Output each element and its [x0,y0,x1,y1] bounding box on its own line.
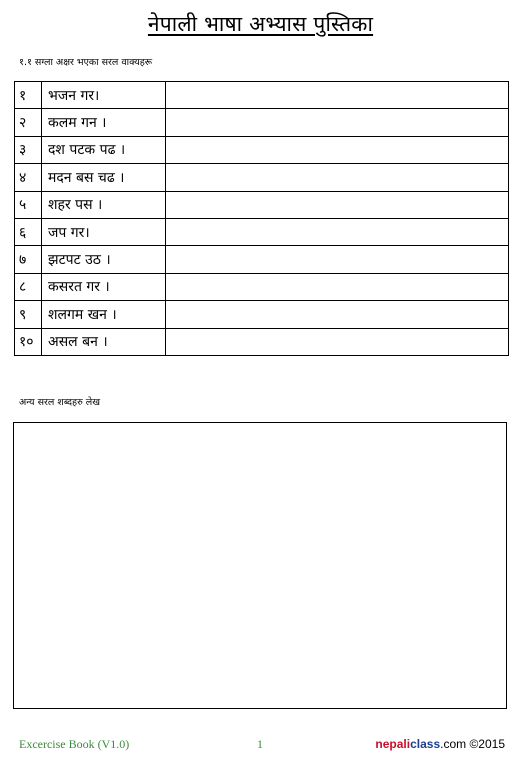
row-number: १ [15,82,42,109]
section-heading: १.१ सग्ला अक्षर भएका सरल वाक्यहरू [19,57,153,68]
row-number: ५ [15,191,42,218]
table-row [15,82,509,109]
writing-cell[interactable] [166,109,509,136]
writing-cell[interactable] [166,136,509,163]
sentence-cell: भजन गर। [42,82,166,109]
table-row [15,301,509,328]
writing-area[interactable] [13,422,507,709]
sentence-cell: झटपट उठ । [42,246,166,273]
sentence-cell: मदन बस चढ । [42,164,166,191]
table-row [15,273,509,300]
sentence-cell: असल बन । [42,328,166,355]
row-number: ८ [15,273,42,300]
sentence-cell: शलगम खन । [42,301,166,328]
table-row [15,218,509,245]
sentence-cell: शहर पस । [42,191,166,218]
writing-cell[interactable] [166,301,509,328]
table-row [15,164,509,191]
row-number: १० [15,328,42,355]
writing-cell[interactable] [166,273,509,300]
sentence-cell: कसरत गर । [42,273,166,300]
row-number: २ [15,109,42,136]
sentence-cell: दश पटक पढ । [42,136,166,163]
sentence-cell: कलम गन । [42,109,166,136]
writing-cell[interactable] [166,164,509,191]
brand-suffix: .com ©2015 [440,737,505,751]
footer-brand [375,737,505,751]
table-row [15,136,509,163]
row-number: ६ [15,218,42,245]
table-row [15,191,509,218]
brand-part-class: class [410,737,441,751]
row-number: ३ [15,136,42,163]
practice-heading: अन्य सरल शब्दहरु लेख [19,397,100,408]
writing-cell[interactable] [166,191,509,218]
writing-cell[interactable] [166,328,509,355]
table-row [15,328,509,355]
table-row [15,109,509,136]
footer-page-number: 1 [257,737,263,751]
writing-cell[interactable] [166,82,509,109]
writing-cell[interactable] [166,218,509,245]
sentence-table [14,81,509,356]
row-number: ४ [15,164,42,191]
row-number: ९ [15,301,42,328]
footer-book-label: Excercise Book (V1.0) [19,737,130,751]
writing-cell[interactable] [166,246,509,273]
sentence-cell: जप गर। [42,218,166,245]
row-number: ७ [15,246,42,273]
brand-part-nepali: nepali [375,737,411,751]
page-title: नेपाली भाषा अभ्यास पुस्तिका [147,12,374,36]
table-row [15,246,509,273]
